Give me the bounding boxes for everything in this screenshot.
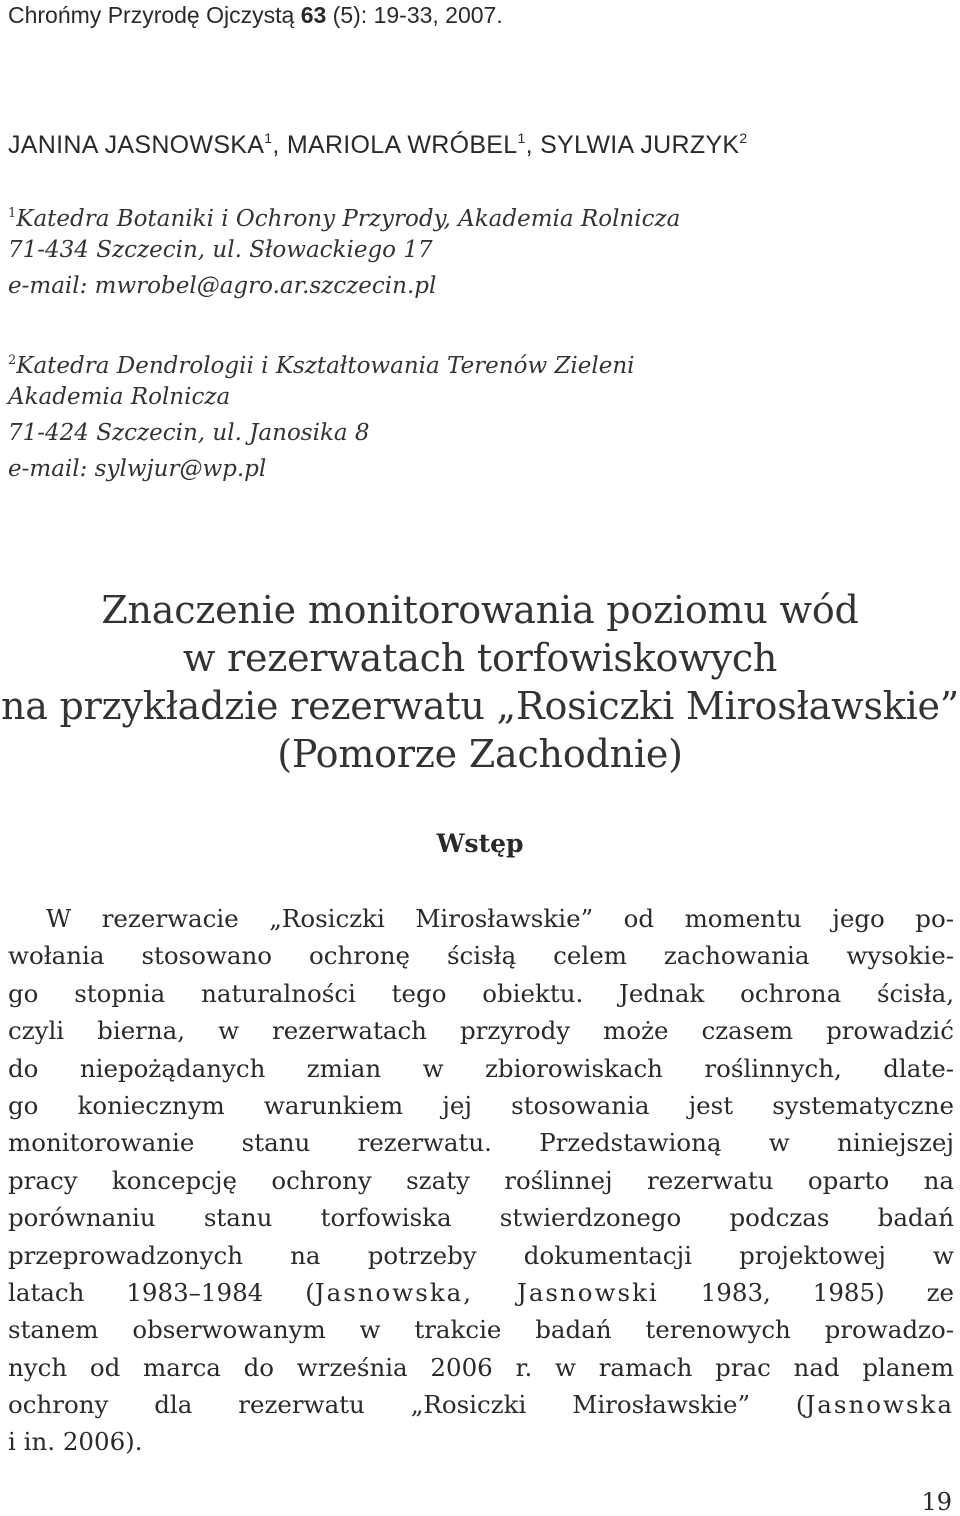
affiliation-address: 71-434 Szczecin, ul. Słowackiego 17: [8, 237, 433, 263]
affiliation-institution: Katedra Botaniki i Ochrony Przyrody, Akademia Rolnicza: [16, 206, 681, 232]
affiliation-line: [8, 196, 680, 232]
author-affiliation-mark: 1: [264, 130, 273, 146]
citation-authors: Jasnowska: [805, 1390, 954, 1420]
affiliation-number: 2: [8, 353, 17, 368]
title-line: w rezerwatach torfowiskowych: [182, 636, 778, 680]
text-run: latach 1983–1984 (: [8, 1277, 315, 1307]
paragraph-line: pracy koncepcję ochrony szaty roślinnej rezerwatu oparto na: [8, 1165, 954, 1195]
text-run: ochrony dla rezerwatu „Rosiczki Mirosławskie” (: [8, 1390, 806, 1420]
author-name: MARIOLA WRÓBEL: [286, 131, 518, 159]
title-line: (Pomorze Zachodnie): [277, 732, 683, 776]
affiliation-email: e-mail: sylwjur@wp.pl: [8, 456, 267, 482]
affiliation-line: [8, 343, 635, 379]
paragraph-line: W rezerwacie „Rosiczki Mirosławskie” od momentu jego po-: [46, 904, 954, 933]
paragraph-line: do niepożądanych zmian w zbiorowiskach roślinnych, dlate-: [8, 1053, 954, 1083]
paragraph-line: go koniecznym warunkiem jej stosowania jest systematyczne: [8, 1090, 954, 1120]
affiliation-1: [8, 196, 680, 304]
paragraph-line: [8, 1386, 954, 1423]
paragraph-line: przeprowadzonych na potrzeby dokumentacji projektowej w: [8, 1240, 954, 1270]
paragraph-line: nych od marca do września 2006 r. w ramach prac nad planem: [8, 1352, 954, 1382]
author-separator: ,: [525, 131, 541, 159]
paragraph-line: stanem obserwowanym w trakcie badań terenowych prowadzo-: [8, 1315, 954, 1345]
author-affiliation-mark: 1: [517, 130, 526, 146]
journal-prefix: Chrońmy Przyrodę Ojczystą: [8, 2, 301, 28]
paper-title: [0, 586, 960, 778]
paragraph-line: go stopnia naturalności tego obiektu. Jednak ochrona ścisła,: [8, 978, 954, 1008]
text-run: 2006).: [55, 1427, 143, 1457]
affiliation-2: [8, 343, 635, 487]
affiliation-institution-2: Akademia Rolnicza: [8, 384, 231, 410]
section-heading: Wstęp: [436, 829, 524, 858]
journal-volume: 63: [300, 2, 327, 28]
paragraph-line: [8, 1274, 954, 1311]
paragraph-line: monitorowanie stanu rezerwatu. Przedstawioną w niniejszej: [8, 1128, 954, 1158]
title-line: Znaczenie monitorowania poziomu wód: [101, 588, 859, 632]
paragraph-line: wołania stosowano ochronę ścisłą celem zachowania wysokie-: [8, 941, 954, 971]
author-list: [8, 122, 747, 161]
author-name: SYLWIA JURZYK: [540, 131, 740, 159]
citation-authors: Jasnowska, Jasnowski: [314, 1277, 659, 1307]
paragraph-line: czyli bierna, w rezerwatach przyrody może czasem prowadzić: [8, 1016, 954, 1046]
affiliation-address: 71-424 Szczecin, ul. Janosika 8: [8, 420, 370, 446]
title-line: na przykładzie rezerwatu „Rosiczki Mirosławskie”: [0, 684, 960, 728]
author-affiliation-mark: 2: [739, 130, 748, 146]
author-name: JANINA JASNOWSKA: [8, 131, 265, 159]
affiliation-email: e-mail: mwrobel@agro.ar.szczecin.pl: [8, 273, 437, 299]
paragraph-line: [8, 1423, 954, 1460]
journal-suffix: (5): 19-33, 2007.: [326, 2, 503, 28]
text-run: i in.: [8, 1427, 56, 1457]
affiliation-institution: Katedra Dendrologii i Kształtowania Terenów Zieleni: [16, 353, 635, 379]
body-paragraph: [8, 900, 954, 1461]
paragraph-line: porównaniu stanu torfowiska stwierdzonego podczas badań: [8, 1203, 954, 1233]
author-separator: ,: [272, 131, 287, 159]
journal-citation: [8, 0, 503, 30]
affiliation-number: 1: [8, 206, 17, 221]
text-run: 1983, 1985) ze: [658, 1277, 954, 1307]
page-number: 19: [921, 1488, 952, 1516]
